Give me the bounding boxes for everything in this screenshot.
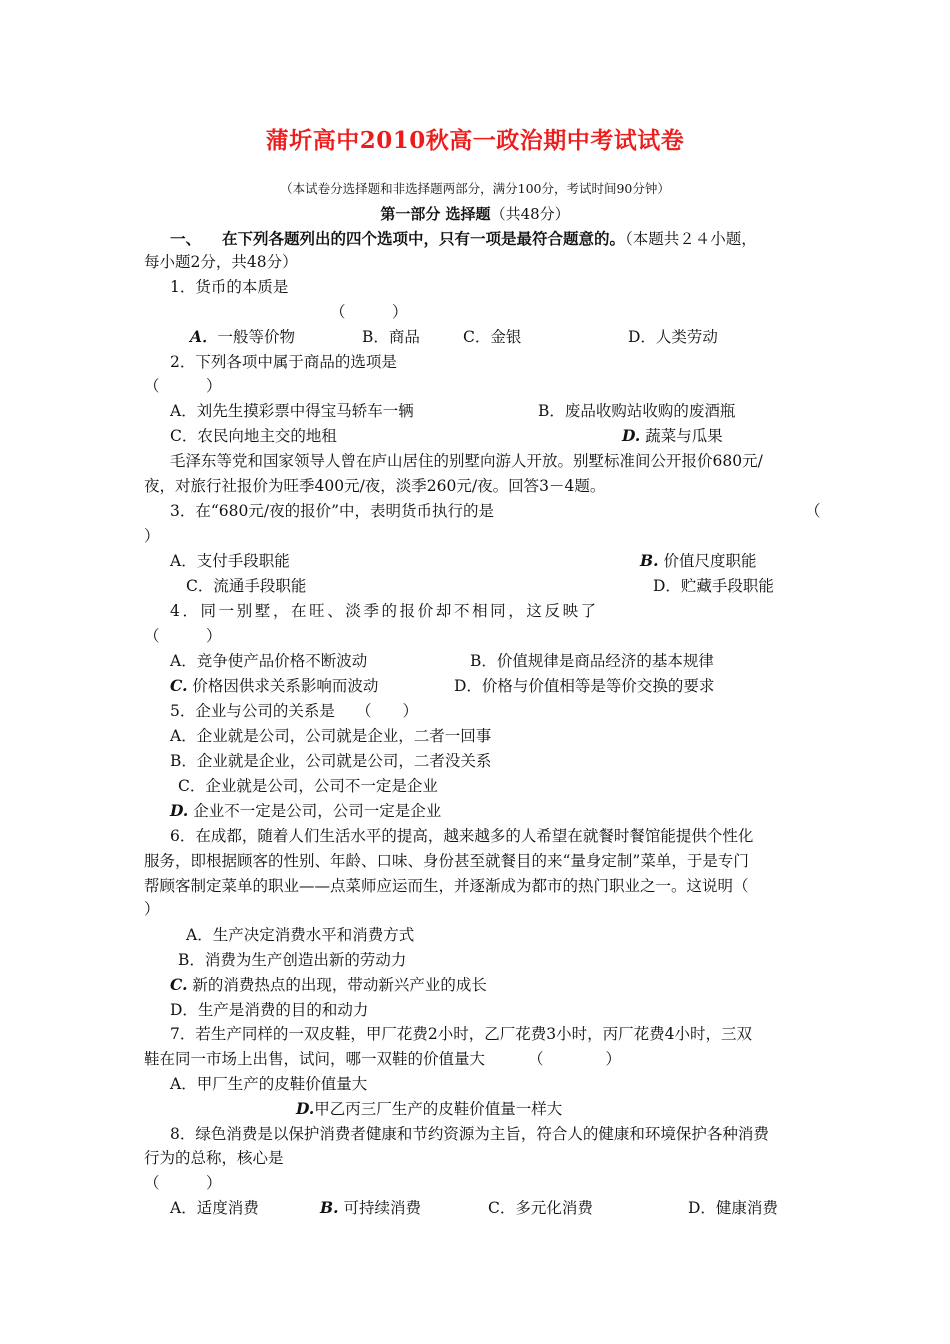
passage-line-2: 夜，对旅行社报价为旺季400元/夜，淡季260元/夜。回答3－4题。 — [144, 477, 606, 495]
q3-paren-close: ） — [144, 527, 160, 545]
q8-option-c: C．多元化消费 — [488, 1199, 593, 1217]
q8-option-a: A．适度消费 — [170, 1199, 259, 1217]
q7-paren: （ ） — [528, 1050, 622, 1068]
q3-option-b — [640, 551, 756, 571]
q6-line-4: ） — [144, 900, 160, 918]
q5-option-d-text: 企业不一定是公司，公司一定是企业 — [193, 802, 442, 820]
section-detail-2: 每小题2分，共48分） — [144, 253, 298, 271]
q8-option-d: D．健康消费 — [688, 1199, 778, 1217]
q8-paren: （ ） — [144, 1174, 222, 1192]
q5-option-d — [170, 801, 441, 821]
section-instruction: 在下列各题列出的四个选项中，只有一项是最符合题意的。 — [222, 229, 626, 248]
q8-option-b — [320, 1198, 421, 1218]
q8-answer-letter: B. — [320, 1198, 339, 1217]
q4-option-a: A．竞争使产品价格不断波动 — [170, 652, 368, 670]
q3-answer-letter: B. — [640, 551, 659, 570]
q2-option-d — [622, 426, 723, 446]
q7-option-d — [296, 1099, 562, 1119]
q4-stem: 4．同一别墅，在旺、淡季的报价却不相同，这反映了 — [170, 602, 599, 620]
q1-option-a-text: 一般等价物 — [217, 328, 296, 346]
q1-option-c: C．金银 — [463, 328, 522, 346]
q4-option-c-text: 价格因供求关系影响而波动 — [192, 677, 379, 695]
q8-line-1: 8．绿色消费是以保护消费者健康和节约资源为主旨，符合人的健康和环境保护各种消费 — [170, 1125, 769, 1143]
q6-answer-letter: C. — [170, 975, 188, 994]
section-instruction-line — [222, 229, 757, 249]
q3-option-a: A．支付手段职能 — [170, 552, 290, 570]
q6-option-b: B．消费为生产创造出新的劳动力 — [178, 951, 407, 969]
q7-option-d-text: 甲乙丙三厂生产的皮鞋价值量一样大 — [314, 1100, 563, 1118]
q2-option-c: C．农民向地主交的地租 — [170, 427, 337, 445]
exam-note: （本试卷分选择题和非选择题两部分，满分100分，考试时间90分钟） — [280, 181, 670, 196]
part-one-label: 第一部分 选择题 — [380, 205, 491, 223]
section-number: 一、 — [170, 229, 202, 248]
q5-option-b: B．企业就是企业，公司就是公司，二者没关系 — [170, 752, 492, 770]
q4-option-d: D．价格与价值相等是等价交换的要求 — [454, 677, 715, 695]
q2-answer-letter: D. — [622, 426, 641, 445]
q5-stem: 5．企业与公司的关系是 — [170, 702, 335, 720]
q2-option-d-text: 蔬菜与瓜果 — [645, 427, 723, 445]
q2-option-b: B．废品收购站收购的废酒瓶 — [538, 402, 736, 420]
q4-option-b: B．价值规律是商品经济的基本规律 — [470, 652, 714, 670]
q6-line-1: 6．在成都，随着人们生活水平的提高，越来越多的人希望在就餐时餐馆能提供个性化 — [170, 827, 754, 845]
q8-option-b-text: 可持续消费 — [343, 1199, 421, 1217]
q4-answer-letter: C. — [170, 676, 188, 695]
q4-option-c — [170, 676, 378, 696]
q1-answer-letter: A． — [190, 327, 218, 346]
q1-option-d: D．人类劳动 — [628, 328, 718, 346]
q6-line-2: 服务，即根据顾客的性别、年龄、口味、身份甚至就餐目的来“量身定制”菜单，于是专门 — [144, 852, 749, 870]
q5-answer-letter: D. — [170, 801, 189, 820]
q3-option-d: D．贮藏手段职能 — [653, 577, 774, 595]
q3-option-b-text: 价值尺度职能 — [663, 552, 757, 570]
q1-option-a — [190, 327, 295, 347]
q7-line-2: 鞋在同一市场上出售，试问，哪一双鞋的价值量大 — [144, 1050, 486, 1068]
section-detail: （本题共２４小题， — [625, 230, 757, 248]
q1-stem: 1．货币的本质是 — [170, 278, 289, 296]
q7-option-a: A．甲厂生产的皮鞋价值量大 — [170, 1075, 368, 1093]
q2-option-a: A．刘先生摸彩票中得宝马轿车一辆 — [170, 402, 414, 420]
q5-option-a: A．企业就是公司，公司就是企业，二者一回事 — [170, 727, 492, 745]
q3-paren-open: （ — [805, 502, 821, 520]
q6-line-3: 帮顾客制定菜单的职业——点菜师应运而生，并逐渐成为都市的热门职业之一。这说明（ — [144, 877, 749, 895]
q6-option-c-text: 新的消费热点的出现，带动新兴产业的成长 — [192, 976, 487, 994]
q5-option-c: C．企业就是公司，公司不一定是企业 — [178, 777, 438, 795]
q6-option-a: A．生产决定消费水平和消费方式 — [186, 926, 415, 944]
part-one-score: （共48分） — [490, 205, 570, 223]
q1-option-b: B．商品 — [362, 328, 420, 346]
q6-option-d: D．生产是消费的目的和动力 — [170, 1001, 369, 1019]
exam-title: 蒲圻高中2010秋高一政治期中考试试卷 — [265, 127, 685, 154]
q7-line-1: 7．若生产同样的一双皮鞋，甲厂花费2小时，乙厂花费3小时，丙厂花费4小时，三双 — [170, 1025, 752, 1043]
q6-option-c — [170, 975, 487, 995]
passage-line-1: 毛泽东等党和国家领导人曾在庐山居住的别墅向游人开放。别墅标准间公开报价680元/ — [170, 452, 763, 470]
q2-paren: （ ） — [144, 377, 222, 395]
q8-line-2: 行为的总称，核心是 — [144, 1149, 284, 1167]
q4-paren: （ ） — [144, 627, 222, 645]
q5-paren: （ ） — [356, 702, 419, 720]
q3-stem: 3．在“680元/夜的报价”中，表明货币执行的是 — [170, 502, 495, 520]
q2-stem: 2．下列各项中属于商品的选项是 — [170, 353, 397, 371]
q7-answer-letter: D. — [296, 1099, 315, 1118]
q1-paren: （ ） — [330, 303, 408, 321]
part-one-heading — [0, 203, 950, 224]
q3-option-c: C．流通手段职能 — [186, 577, 307, 595]
